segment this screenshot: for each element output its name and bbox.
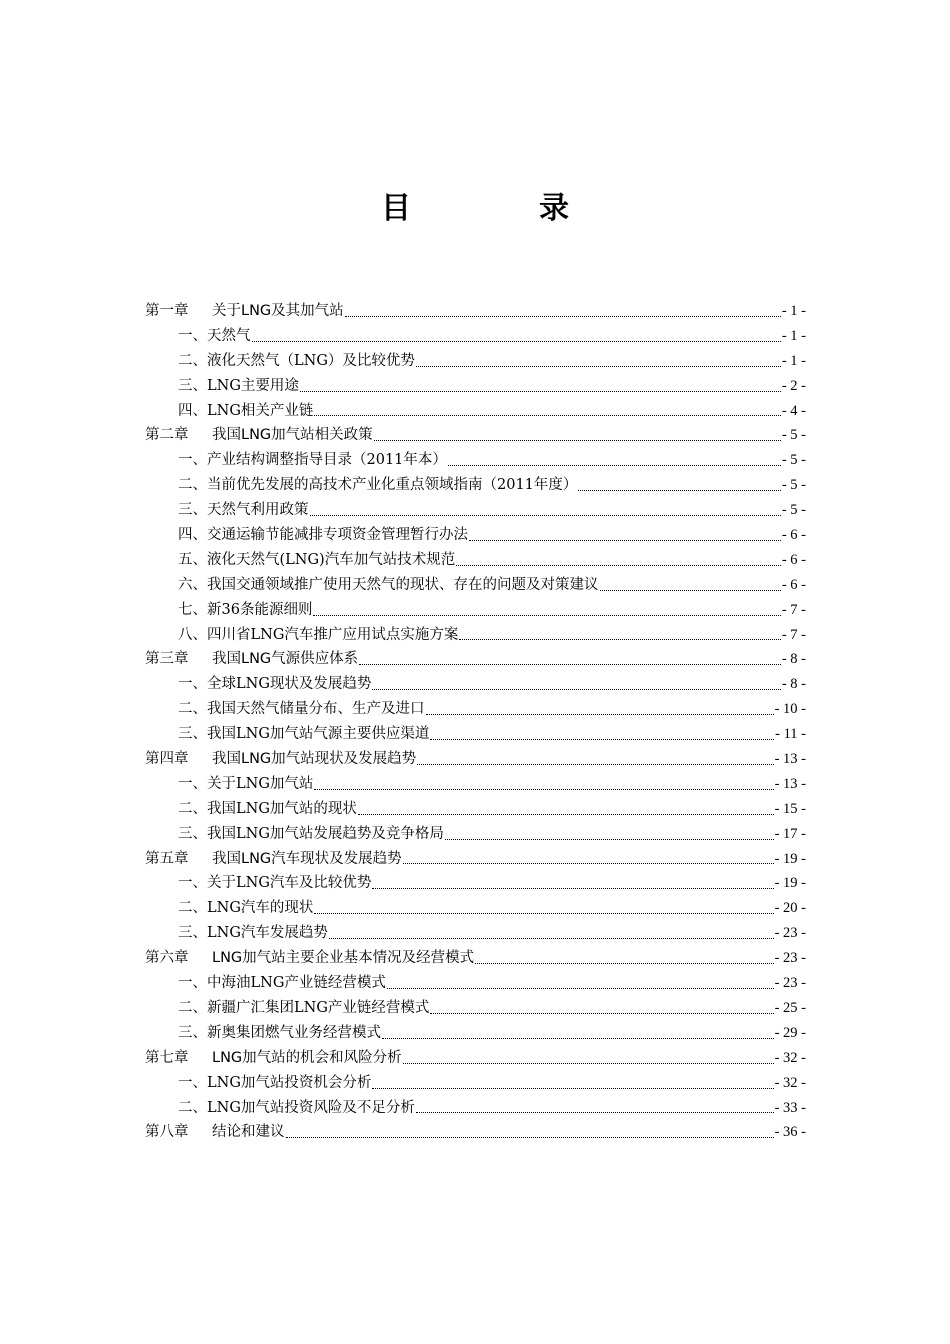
dot-leader bbox=[475, 963, 773, 964]
toc-page-number: - 1 - bbox=[781, 352, 806, 369]
toc-section-entry[interactable] bbox=[145, 548, 806, 573]
toc-chapter-number: 第五章 bbox=[145, 850, 189, 867]
toc-page-number: - 19 - bbox=[774, 850, 806, 867]
toc-page-number: - 5 - bbox=[781, 477, 806, 494]
toc-page-number: - 5 - bbox=[781, 502, 806, 519]
toc-page-number: - 2 - bbox=[781, 377, 806, 394]
toc-section-entry[interactable] bbox=[145, 324, 806, 349]
toc-page-number: - 17 - bbox=[774, 825, 806, 842]
toc-entry-title: 一、关于LNG汽车及比较优势 bbox=[178, 875, 372, 892]
toc-page-number: - 11 - bbox=[775, 726, 806, 743]
toc-page-number: - 8 - bbox=[781, 651, 806, 668]
toc-chapter-number: 第七章 bbox=[145, 1049, 189, 1066]
toc-section-entry[interactable] bbox=[145, 573, 806, 598]
dot-leader bbox=[448, 465, 781, 466]
toc-chapter-entry[interactable] bbox=[145, 647, 806, 672]
toc-chapter-number: 第八章 bbox=[145, 1124, 189, 1141]
toc-page-number: - 13 - bbox=[774, 751, 806, 768]
toc-section-entry[interactable] bbox=[145, 598, 806, 623]
toc-entry-title: LNG加气站主要企业基本情况及经营模式 bbox=[212, 950, 475, 967]
dot-leader bbox=[314, 913, 773, 914]
toc-section-entry[interactable] bbox=[145, 1071, 806, 1096]
dot-leader bbox=[300, 391, 781, 392]
toc-section-entry[interactable] bbox=[145, 349, 806, 374]
toc-chapter-entry[interactable] bbox=[145, 423, 806, 448]
toc-chapter-entry[interactable] bbox=[145, 747, 806, 772]
toc-section-entry[interactable] bbox=[145, 896, 806, 921]
dot-leader bbox=[359, 664, 781, 665]
toc-entry-title: 一、LNG加气站投资机会分析 bbox=[178, 1074, 372, 1091]
dot-leader bbox=[387, 988, 774, 989]
dot-leader bbox=[430, 739, 774, 740]
toc-page-number: - 13 - bbox=[774, 775, 806, 792]
toc-page-number: - 7 - bbox=[781, 626, 806, 643]
toc-entry-title: 三、我国LNG加气站发展趋势及竞争格局 bbox=[178, 825, 444, 842]
dot-leader bbox=[426, 714, 774, 715]
toc-entry-title: 四、交通运输节能减排专项资金管理暂行办法 bbox=[178, 527, 468, 544]
dot-leader bbox=[578, 490, 780, 491]
page-title bbox=[0, 183, 950, 227]
toc-page-number: - 5 - bbox=[781, 452, 806, 469]
toc-page-number: - 23 - bbox=[774, 950, 806, 967]
toc-section-entry[interactable] bbox=[145, 921, 806, 946]
dot-leader bbox=[403, 1063, 774, 1064]
dot-leader bbox=[403, 863, 774, 864]
dot-leader bbox=[345, 316, 781, 317]
toc-chapter-number: 第三章 bbox=[145, 651, 189, 668]
dot-leader bbox=[417, 764, 773, 765]
toc-chapter-number: 第四章 bbox=[145, 751, 189, 768]
toc-page-number: - 20 - bbox=[774, 900, 806, 917]
toc-chapter-entry[interactable] bbox=[145, 946, 806, 971]
toc-entry-title: 二、我国天然气储量分布、生产及进口 bbox=[178, 701, 425, 718]
toc-page-number: - 1 - bbox=[781, 303, 806, 319]
dot-leader bbox=[445, 839, 774, 840]
table-of-contents bbox=[145, 299, 806, 1145]
toc-section-entry[interactable] bbox=[145, 1021, 806, 1046]
toc-section-entry[interactable] bbox=[145, 797, 806, 822]
dot-leader bbox=[430, 1013, 773, 1014]
dot-leader bbox=[252, 341, 781, 342]
toc-page-number: - 32 - bbox=[774, 1074, 806, 1091]
toc-page-number: - 25 - bbox=[774, 999, 806, 1016]
toc-page-number: - 10 - bbox=[774, 701, 806, 718]
dot-leader bbox=[358, 814, 774, 815]
toc-page-number: - 1 - bbox=[781, 327, 806, 344]
toc-page-number: - 29 - bbox=[774, 1024, 806, 1041]
toc-entry-title: 一、产业结构调整指导目录（2011年本） bbox=[178, 452, 447, 469]
toc-chapter-number: 第二章 bbox=[145, 427, 189, 444]
toc-page-number: - 23 - bbox=[774, 925, 806, 942]
toc-page-number: - 7 - bbox=[781, 601, 806, 618]
toc-entry-title: 四、LNG相关产业链 bbox=[178, 402, 314, 419]
dot-leader bbox=[416, 1112, 774, 1113]
toc-chapter-entry[interactable] bbox=[145, 1120, 806, 1145]
dot-leader bbox=[372, 888, 773, 889]
toc-entry-title: 五、液化天然气(LNG)汽车加气站技术规范 bbox=[178, 551, 456, 568]
toc-entry-title: LNG加气站的机会和风险分析 bbox=[212, 1049, 402, 1066]
toc-entry-title: 二、我国LNG加气站的现状 bbox=[178, 800, 357, 817]
toc-entry-title: 我国LNG气源供应体系 bbox=[212, 651, 359, 668]
dot-leader bbox=[600, 590, 781, 591]
toc-entry-title: 一、天然气 bbox=[178, 327, 251, 344]
toc-entry-title: 我国LNG加气站相关政策 bbox=[212, 427, 373, 444]
toc-page-number: - 4 - bbox=[781, 402, 806, 419]
toc-entry-title: 我国LNG汽车现状及发展趋势 bbox=[212, 850, 402, 867]
dot-leader bbox=[469, 540, 781, 541]
dot-leader bbox=[372, 1088, 773, 1089]
toc-section-entry[interactable] bbox=[145, 772, 806, 797]
dot-leader bbox=[382, 1038, 774, 1039]
toc-chapter-number: 第一章 bbox=[145, 303, 189, 319]
toc-section-entry[interactable] bbox=[145, 374, 806, 399]
toc-entry-title: 一、全球LNG现状及发展趋势 bbox=[178, 676, 372, 693]
toc-section-entry[interactable] bbox=[145, 448, 806, 473]
toc-section-entry[interactable] bbox=[145, 623, 806, 648]
toc-section-entry[interactable] bbox=[145, 871, 806, 896]
toc-entry-title: 二、LNG汽车的现状 bbox=[178, 900, 314, 917]
toc-entry-title: 一、关于LNG加气站 bbox=[178, 775, 314, 792]
dot-leader bbox=[314, 415, 780, 416]
dot-leader bbox=[374, 440, 781, 441]
toc-chapter-entry[interactable] bbox=[145, 299, 806, 324]
toc-section-entry[interactable] bbox=[145, 822, 806, 847]
title-char-right: 录 bbox=[539, 191, 569, 226]
toc-entry-title: 三、LNG主要用途 bbox=[178, 377, 299, 394]
dot-leader bbox=[416, 366, 781, 367]
toc-page-number: - 6 - bbox=[781, 576, 806, 593]
dot-leader bbox=[313, 615, 780, 616]
toc-section-entry[interactable] bbox=[145, 473, 806, 498]
toc-page-number: - 33 - bbox=[774, 1099, 806, 1116]
toc-entry-title: 三、我国LNG加气站气源主要供应渠道 bbox=[178, 726, 430, 743]
title-char-left: 目 bbox=[381, 191, 411, 226]
toc-section-entry[interactable] bbox=[145, 523, 806, 548]
toc-page-number: - 5 - bbox=[781, 427, 806, 444]
toc-entry-title: 一、中海油LNG产业链经营模式 bbox=[178, 975, 386, 992]
toc-section-entry[interactable] bbox=[145, 697, 806, 722]
dot-leader bbox=[286, 1137, 774, 1138]
toc-entry-title: 二、液化天然气（LNG）及比较优势 bbox=[178, 352, 415, 369]
toc-page-number: - 19 - bbox=[774, 875, 806, 892]
toc-section-entry[interactable] bbox=[145, 672, 806, 697]
toc-chapter-entry[interactable] bbox=[145, 1046, 806, 1071]
toc-entry-title: 七、新36条能源细则 bbox=[178, 601, 313, 618]
toc-section-entry[interactable] bbox=[145, 722, 806, 747]
toc-page-number: - 23 - bbox=[774, 975, 806, 992]
toc-section-entry[interactable] bbox=[145, 399, 806, 424]
toc-chapter-entry[interactable] bbox=[145, 847, 806, 872]
toc-entry-title: 结论和建议 bbox=[212, 1124, 285, 1141]
toc-entry-title: 我国LNG加气站现状及发展趋势 bbox=[212, 751, 417, 768]
toc-page-number: - 36 - bbox=[774, 1124, 806, 1141]
toc-page-number: - 15 - bbox=[774, 800, 806, 817]
toc-section-entry[interactable] bbox=[145, 498, 806, 523]
toc-chapter-number: 第六章 bbox=[145, 950, 189, 967]
toc-page-number: - 8 - bbox=[781, 676, 806, 693]
toc-entry-title: 二、新疆广汇集团LNG产业链经营模式 bbox=[178, 999, 430, 1016]
toc-page-number: - 6 - bbox=[781, 551, 806, 568]
toc-entry-title: 八、四川省LNG汽车推广应用试点实施方案 bbox=[178, 626, 459, 643]
dot-leader bbox=[329, 938, 774, 939]
toc-section-entry[interactable] bbox=[145, 971, 806, 996]
toc-entry-title: 二、LNG加气站投资风险及不足分析 bbox=[178, 1099, 415, 1116]
toc-entry-title: 六、我国交通领域推广使用天然气的现状、存在的问题及对策建议 bbox=[178, 576, 599, 593]
toc-section-entry[interactable] bbox=[145, 996, 806, 1021]
dot-leader bbox=[372, 689, 780, 690]
toc-entry-title: 关于LNG及其加气站 bbox=[212, 303, 344, 319]
toc-page-number: - 6 - bbox=[781, 527, 806, 544]
toc-page-number: - 32 - bbox=[774, 1049, 806, 1066]
toc-entry-title: 二、当前优先发展的高技术产业化重点领域指南（2011年度） bbox=[178, 477, 578, 494]
toc-entry-title: 三、LNG汽车发展趋势 bbox=[178, 925, 328, 942]
toc-section-entry[interactable] bbox=[145, 1096, 806, 1121]
toc-entry-title: 三、新奥集团燃气业务经营模式 bbox=[178, 1024, 381, 1041]
dot-leader bbox=[456, 565, 781, 566]
toc-entry-title: 三、天然气利用政策 bbox=[178, 502, 309, 519]
dot-leader bbox=[459, 639, 780, 640]
dot-leader bbox=[310, 515, 781, 516]
dot-leader bbox=[314, 789, 773, 790]
